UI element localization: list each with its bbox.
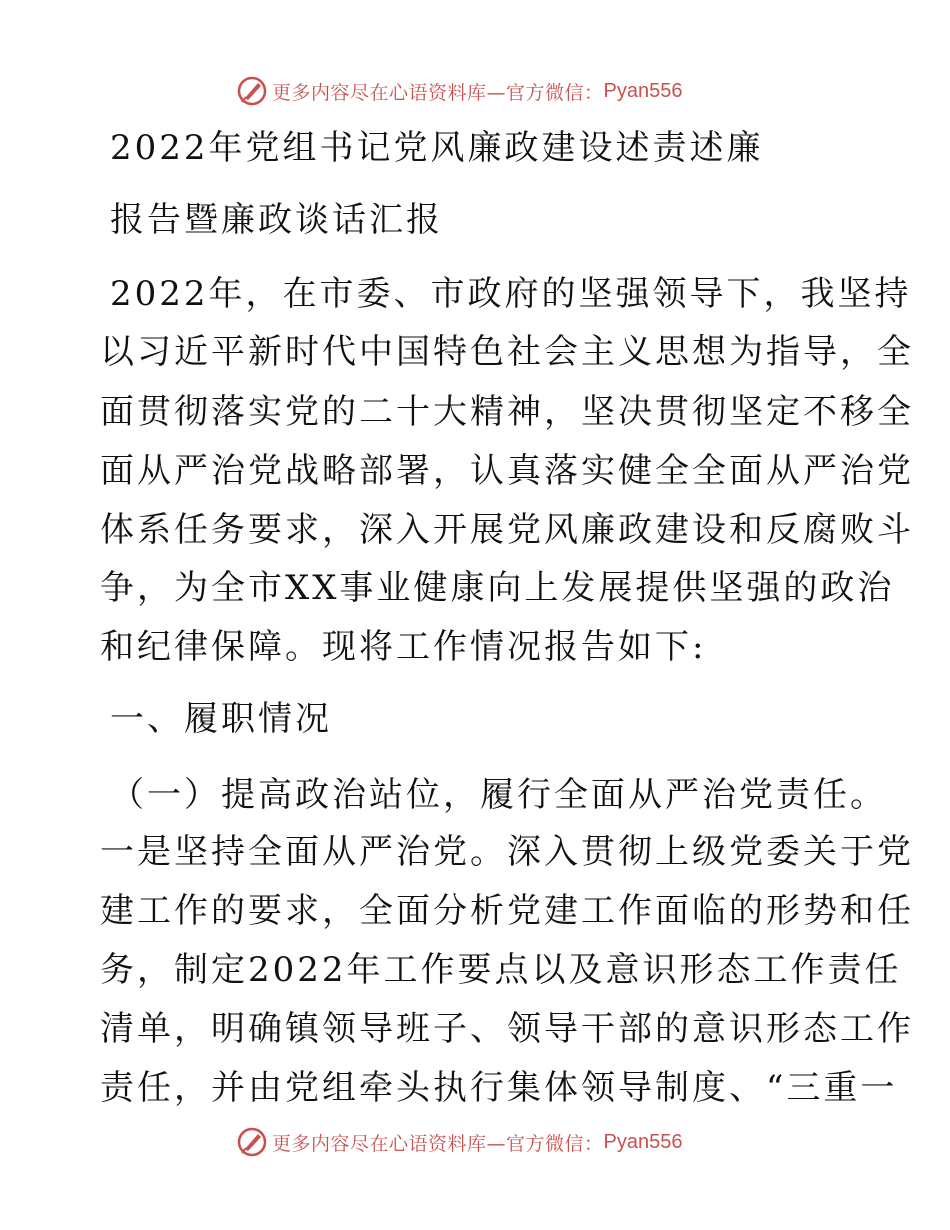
quill-logo-icon bbox=[236, 75, 268, 107]
intro-line-4: 面从严治党战略部署，认真落实健全全面从严治党 bbox=[100, 451, 914, 491]
watermark-wechat-id: Pyan556 bbox=[603, 79, 683, 102]
document-title-line-2: 报告暨廉政谈话汇报 bbox=[110, 200, 443, 240]
subsection-heading: （一）提高政治站位，履行全面从严治党责任。 bbox=[110, 775, 887, 815]
body-line-4: 清单，明确镇领导班子、领导干部的意识形态工作 bbox=[100, 1009, 914, 1049]
intro-line-6: 争，为全市XX事业健康向上发展提供坚强的政治 bbox=[100, 568, 895, 608]
quill-logo-icon bbox=[236, 1126, 268, 1158]
intro-line-2: 以习近平新时代中国特色社会主义思想为指导，全 bbox=[100, 332, 914, 372]
watermark-footer bbox=[236, 1125, 682, 1159]
document-title-line-1: 2022年党组书记党风廉政建设述责述廉 bbox=[110, 128, 764, 168]
section-heading: 一、履职情况 bbox=[110, 699, 332, 739]
intro-line-3: 面贯彻落实党的二十大精神，坚决贯彻坚定不移全 bbox=[100, 392, 914, 432]
watermark-wechat-id: Pyan556 bbox=[603, 1130, 683, 1153]
intro-line-5: 体系任务要求，深入开展党风廉政建设和反腐败斗 bbox=[100, 510, 914, 550]
body-line-3: 务，制定2022年工作要点以及意识形态工作责任 bbox=[100, 950, 902, 990]
body-line-1: 一是坚持全面从严治党。深入贯彻上级党委关于党 bbox=[100, 832, 914, 872]
watermark-header bbox=[236, 74, 682, 108]
body-line-5: 责任，并由党组牵头执行集体领导制度、“三重一 bbox=[100, 1068, 898, 1108]
intro-line-7: 和纪律保障。现将工作情况报告如下: bbox=[100, 627, 707, 667]
watermark-text: 更多内容尽在心语资料库—官方微信： bbox=[272, 81, 604, 104]
intro-line-1: 2022年，在市委、市政府的坚强领导下，我坚持 bbox=[110, 274, 912, 314]
watermark-text: 更多内容尽在心语资料库—官方微信： bbox=[272, 1132, 604, 1155]
body-line-2: 建工作的要求，全面分析党建工作面临的形势和任 bbox=[100, 891, 914, 931]
